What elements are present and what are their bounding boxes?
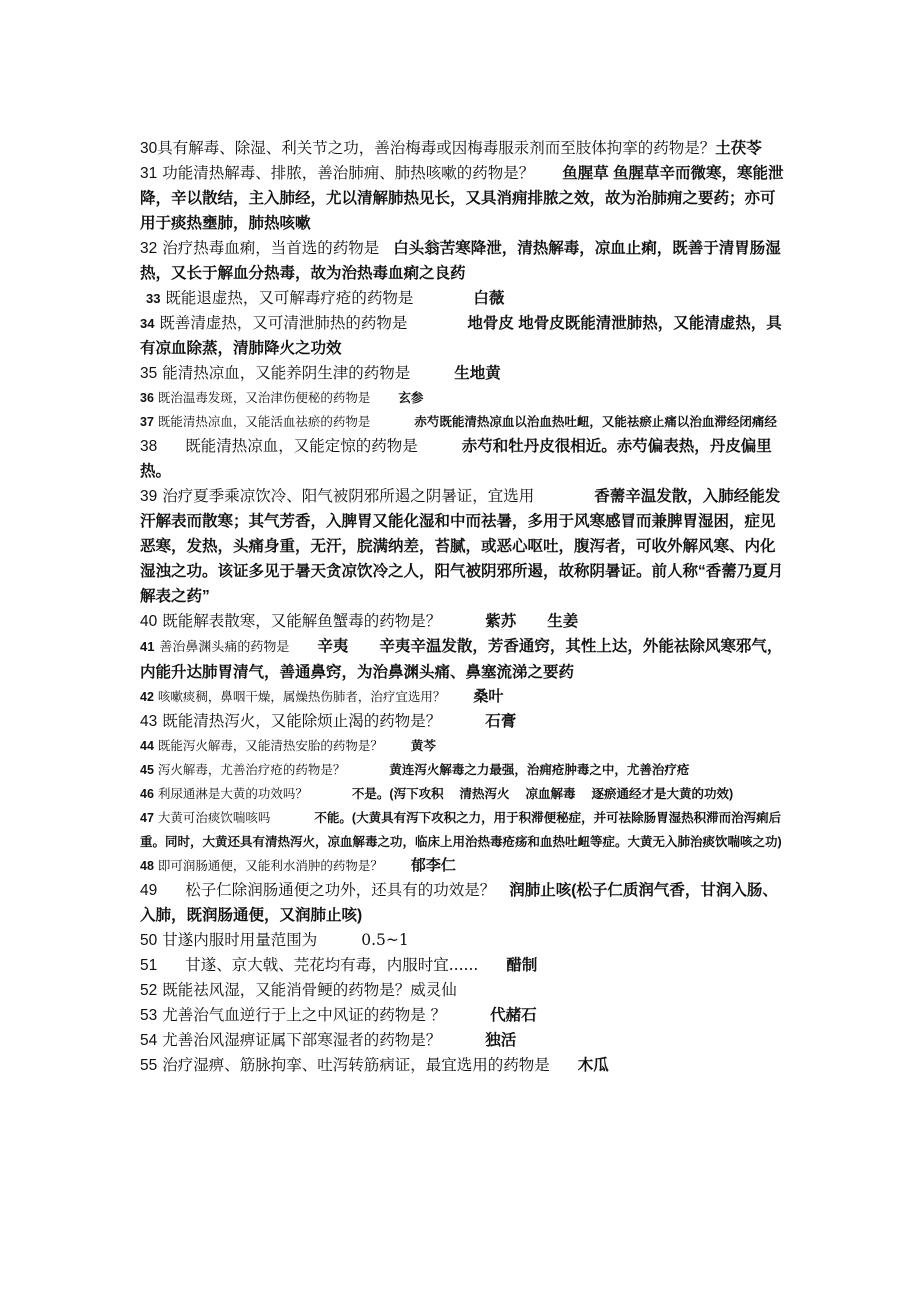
question-36: 36 既治温毒发斑，又治津伤便秘的药物是 玄参: [140, 390, 424, 405]
question-50: 50 甘遂内服时用量范围为 0.5~1: [140, 931, 409, 949]
question-35: 35 能清热凉血，又能养阴生津的药物是 生地黄: [140, 364, 501, 382]
question-54: 54 尤善治风湿痹证属下部寒湿者的药物是？ 独活: [140, 1031, 517, 1049]
question-44: 44 既能泻火解毒，又能清热安胎的药物是？ 黄芩: [140, 738, 436, 753]
question-47: 47 大黄可治痰饮喘咳吗 不能。(大黄具有泻下攻积之力，用于积滞便秘症，并可祛除肠胃湿热积滞而治泻痢后重。同时，大黄还具有清热泻火，凉血解毒之功，临床上用治热毒疮疡和血热吐衄等症。大黄无入肺治痰饮喘咳之功): [140, 810, 782, 849]
question-42: 42 咳嗽痰稠，鼻咽干燥，属燥热伤肺者，治疗宜选用？ 桑叶: [140, 688, 504, 705]
question-39: 39 治疗夏季乘凉饮冷、阳气被阴邪所遏之阴暑证，宜选用 香薷辛温发散，入肺经能发汗解表而散寒；其气芳香，入脾胃又能化湿和中而祛暑，多用于风寒感冒而兼脾胃湿困，症见恶寒，发热，头痛身重，无汗，脘满纳差，苔腻，或恶心呕吐，腹泻者，可收外解风寒、内化湿浊之功。该证多见于暑天贪凉饮冷之人，阳气被阴邪所遏，故称阴暑证。前人称“香薷乃夏月解表之药”: [140, 487, 784, 605]
question-43: 43 既能清热泻火，又能除烦止渴的药物是？ 石膏: [140, 712, 517, 730]
question-40: 40 既能解表散寒，又能解鱼蟹毒的药物是？ 紫苏 生姜: [140, 612, 579, 630]
question-30: 30具有解毒、除湿、利关节之功，善治梅毒或因梅毒服汞剂而至肢体拘挛的药物是？土茯苓: [140, 139, 762, 157]
question-38: 38 既能清热凉血，又能定惊的药物是 赤芍和牡丹皮很相近。赤芍偏表热，丹皮偏里热。: [140, 437, 772, 480]
question-45: 45 泻火解毒，尤善治疗疮的药物是？ 黄连泻火解毒之力最强，治痈疮肿毒之中，尤善治疗疮: [140, 762, 690, 777]
question-33: 33 既能退虚热，又可解毒疗疮的药物是 白薇: [146, 289, 505, 307]
question-34: 34 既善清虚热，又可清泄肺热的药物是 地骨皮 地骨皮既能清泄肺热，又能清虚热，具有凉血除蒸，清肺降火之功效: [140, 314, 782, 357]
question-51: 51 甘遂、京大戟、芫花均有毒，内服时宜...... 醋制: [140, 956, 538, 974]
question-48: 48 即可润肠通便，又能利水消肿的药物是？ 郁李仁: [140, 857, 456, 874]
document-body: [140, 136, 790, 1078]
question-31: 31 功能清热解毒、排脓，善治肺痈、肺热咳嗽的药物是？ 鱼腥草 鱼腥草辛而微寒，寒能泄降，辛以散结，主入肺经，尤以清解肺热见长，又具消痈排脓之效，故为治肺痈之要药；亦可用于痰热壅肺，肺热咳嗽: [140, 164, 784, 232]
question-46: 46 利尿通淋是大黄的功效吗？ 不是。(泻下攻积 清热泻火 凉血解毒 逐瘀通经才是大黄的功效): [140, 786, 734, 801]
question-41: 41 善治鼻渊头痛的药物是 辛夷 辛夷辛温发散，芳香通窍，其性上达，外能祛除风寒邪气，内能升达肺胃清气，善通鼻窍，为治鼻渊头痛、鼻塞流涕之要药: [140, 638, 783, 681]
question-49: 49 松子仁除润肠通便之功外，还具有的功效是？ 润肺止咳(松子仁质润气香，甘润入肠、入肺，既润肠通便，又润肺止咳): [140, 881, 778, 924]
question-52: 52 既能祛风湿，又能消骨鲠的药物是？威灵仙: [140, 981, 457, 999]
question-37: 37 既能清热凉血，又能活血祛瘀的药物是 赤芍既能清热凉血以治血热吐衄，又能祛瘀止痛以治血滞经闭痛经: [140, 414, 777, 429]
question-55: 55 治疗湿痹、筋脉拘挛、吐泻转筋病证，最宜选用的药物是 木瓜: [140, 1056, 609, 1074]
question-53: 53 尤善治气血逆行于上之中风证的药物是 ？ 代赭石: [140, 1006, 537, 1024]
question-32: 32 治疗热毒血痢，当首选的药物是 白头翁苦寒降泄，清热解毒，凉血止痢，既善于清胃肠湿热，又长于解血分热毒，故为治热毒血痢之良药: [140, 239, 781, 282]
